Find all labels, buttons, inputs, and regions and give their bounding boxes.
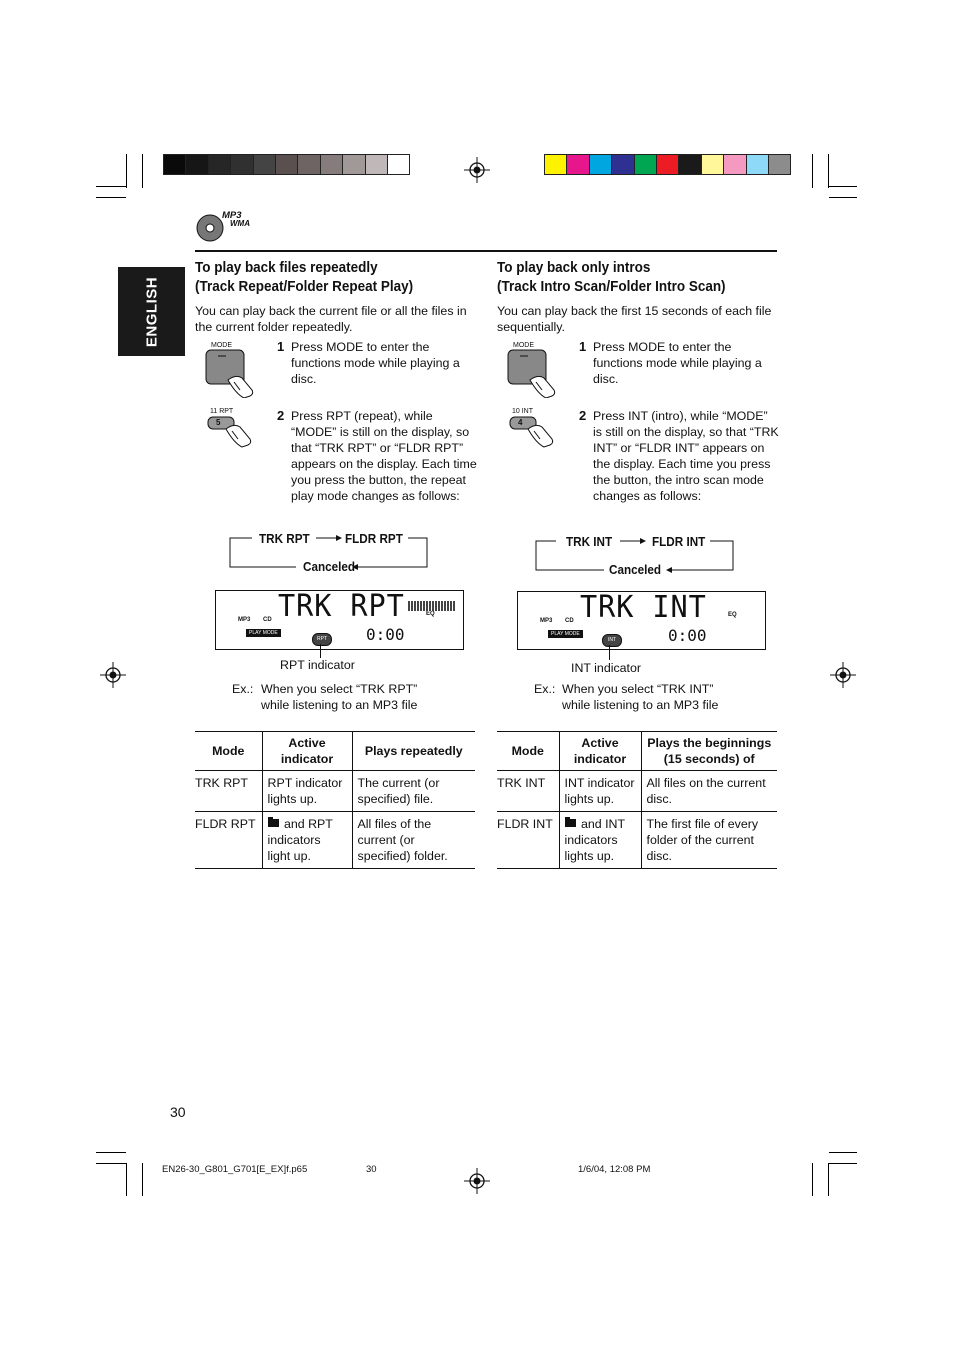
color-swatch	[566, 154, 589, 175]
color-swatch	[589, 154, 612, 175]
right-step1-button-label: MODE	[513, 342, 534, 349]
table-row: TRK RPT RPT indicator lights up. The current (or specified) file.	[195, 771, 475, 812]
color-swatch	[768, 154, 791, 175]
color-swatch	[320, 154, 343, 175]
lcd-play-mode: PLAY MODE	[548, 630, 583, 638]
table-header: Plays the beginnings (15 seconds) of	[641, 732, 777, 771]
left-step1-text: Press MODE to enter the functions mode while playing a disc.	[291, 340, 460, 386]
lcd-main-text: TRK INT	[580, 590, 707, 625]
lcd-eq: EQ	[728, 612, 737, 618]
color-swatch	[253, 154, 276, 175]
table-header: Active indicator	[559, 732, 641, 771]
lcd-cd: CD	[263, 617, 272, 623]
table-row: FLDR INT and INT indicators lights up. The first file of every folder of the current disc.	[497, 812, 777, 869]
color-swatch	[656, 154, 679, 175]
color-swatch	[208, 154, 231, 175]
color-swatch	[297, 154, 320, 175]
right-example-line2: while listening to an MP3 file	[562, 698, 719, 712]
right-intro: You can play back the first 15 seconds of each file sequentially.	[497, 304, 772, 334]
lcd-main-text: TRK RPT	[278, 589, 405, 624]
color-swatch	[163, 154, 186, 175]
lcd-rpt-indicator: RPT	[312, 633, 332, 646]
logo-mp3-text: MP3	[222, 210, 242, 221]
lcd-play-mode: PLAY MODE	[246, 629, 281, 637]
color-swatch	[611, 154, 634, 175]
left-flow-trk: TRK RPT	[259, 531, 310, 546]
mp3-wma-logo	[196, 210, 262, 246]
left-lcd-display	[215, 590, 464, 650]
right-step2-number: 2	[579, 408, 587, 423]
right-flow-trk: TRK INT	[566, 534, 613, 549]
registration-mark-icon	[830, 662, 856, 688]
right-mode-table	[497, 731, 777, 869]
left-indicator-leader	[320, 644, 321, 658]
color-swatch	[342, 154, 365, 175]
table-header: Active indicator	[262, 732, 352, 771]
right-indicator-label: INT indicator	[571, 661, 642, 675]
left-step2-text: Press RPT (repeat), while “MODE” is still on the display, so that “TRK RPT” or “FLDR RPT” appears on the display. Each time you press the button, the repeat play mode changes as follows:	[291, 409, 477, 503]
lcd-cd: CD	[565, 618, 574, 624]
right-lcd-display	[517, 591, 766, 650]
footer-page: 30	[366, 1164, 377, 1175]
color-swatch	[387, 154, 410, 175]
left-indicator-label: RPT indicator	[280, 658, 355, 672]
left-title: To play back files repeatedly (Track Repeat/Folder Repeat Play)	[195, 260, 414, 295]
right-example-line1: When you select “TRK INT”	[562, 682, 714, 696]
folder-icon	[268, 819, 279, 827]
color-swatch	[701, 154, 724, 175]
table-header: Mode	[497, 732, 559, 771]
color-swatch	[230, 154, 253, 175]
left-step2-key: 5	[216, 418, 221, 427]
left-example-line1: When you select “TRK RPT”	[261, 682, 418, 696]
left-mode-table	[195, 731, 475, 869]
header-rule	[195, 250, 777, 252]
lcd-time: 0:00	[668, 626, 707, 645]
color-swatch	[678, 154, 701, 175]
table-header: Plays repeatedly	[352, 732, 475, 771]
registration-mark-icon	[100, 662, 126, 688]
lcd-mp3: MP3	[540, 618, 553, 624]
right-example-prefix: Ex.:	[534, 682, 556, 696]
table-row: TRK INT INT indicator lights up. All files on the current disc.	[497, 771, 777, 812]
color-swatch	[544, 154, 567, 175]
left-step1-number: 1	[277, 339, 285, 354]
language-tab	[118, 267, 185, 356]
logo-wma-text: WMA	[230, 219, 250, 228]
registration-mark-icon	[464, 1168, 490, 1194]
left-step2-button-label: 11 RPT	[210, 408, 234, 415]
footer-date: 1/6/04, 12:08 PM	[578, 1164, 651, 1175]
table-header: Mode	[195, 732, 262, 771]
right-step2-button-label: 10 INT	[512, 408, 534, 415]
right-step1-text: Press MODE to enter the functions mode while playing a disc.	[593, 340, 762, 386]
lcd-mp3: MP3	[238, 617, 251, 623]
right-indicator-leader	[609, 645, 610, 660]
right-title: To play back only intros (Track Intro Scan/Folder Intro Scan)	[497, 260, 726, 295]
left-flow-fldr: FLDR RPT	[345, 531, 403, 546]
language-label: ENGLISH	[143, 276, 160, 347]
color-swatch	[185, 154, 208, 175]
color-swatch	[275, 154, 298, 175]
right-step1-number: 1	[579, 339, 587, 354]
footer-file: EN26-30_G801_G701[E_EX]f.p65	[162, 1164, 308, 1175]
lcd-eq: EQ	[426, 611, 435, 617]
folder-icon	[565, 819, 576, 827]
right-step2-key: 4	[518, 418, 523, 427]
color-swatch	[634, 154, 657, 175]
left-intro: You can play back the current file or all the files in the current folder repeatedly.	[195, 304, 467, 334]
color-swatch	[365, 154, 388, 175]
lcd-time: 0:00	[366, 625, 405, 644]
right-flow-fldr: FLDR INT	[652, 534, 706, 549]
left-example-prefix: Ex.:	[232, 682, 254, 696]
left-step1-button-label: MODE	[211, 342, 232, 349]
right-step2-text: Press INT (intro), while “MODE” is still on the display, so that “TRK INT” or “FLDR INT” appears on the display. Each time you press the button, the intro scan mode changes as follows:	[593, 409, 779, 503]
registration-mark-icon	[464, 157, 490, 183]
left-example-line2: while listening to an MP3 file	[261, 698, 418, 712]
color-swatch	[746, 154, 769, 175]
right-flow-canceled: Canceled	[609, 562, 662, 577]
lcd-int-indicator: INT	[602, 634, 622, 647]
disc-icon	[196, 214, 224, 242]
color-swatch	[723, 154, 746, 175]
page-number: 30	[170, 1104, 186, 1120]
left-step2-number: 2	[277, 408, 285, 423]
table-row: FLDR RPT and RPT indicators light up. All files of the current (or specified) folder.	[195, 812, 475, 869]
left-flow-canceled: Canceled	[303, 559, 356, 574]
lcd-level-meter	[408, 601, 456, 611]
